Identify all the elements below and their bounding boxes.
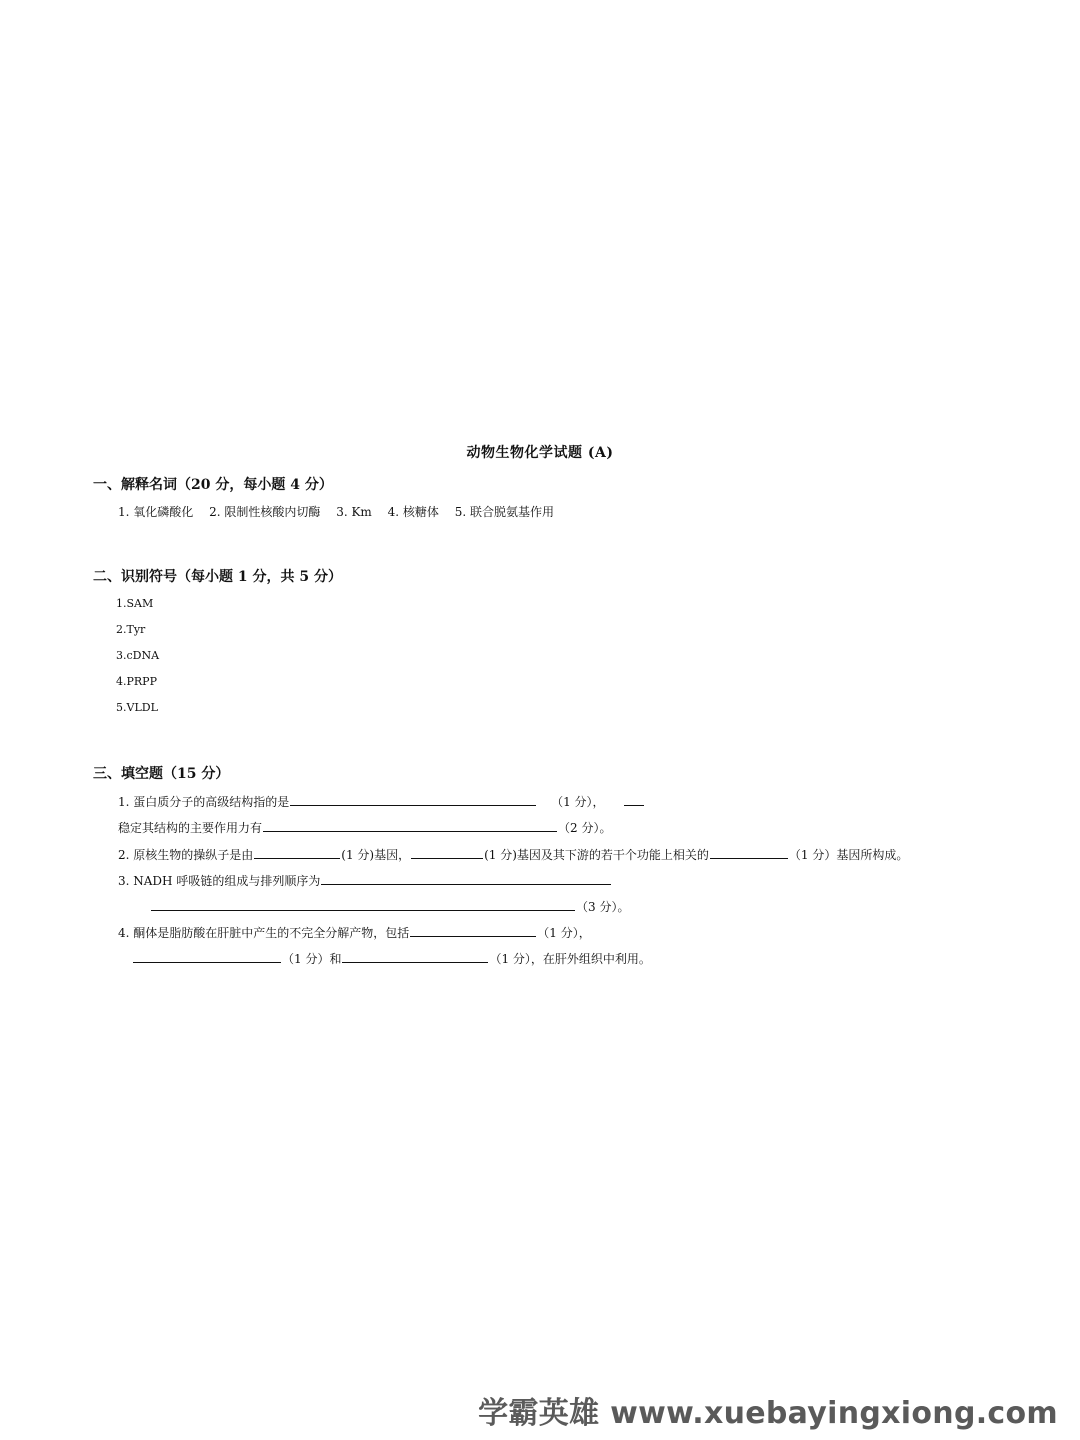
score-text: （2 分）。	[558, 821, 612, 835]
symbol-item: 4.PRPP	[116, 675, 157, 688]
symbol-item: 2.Tyr	[116, 623, 146, 636]
question-2	[118, 845, 908, 863]
score-text: （1 分），	[537, 926, 591, 940]
term-item: 1. 氧化磷酸化	[118, 505, 194, 519]
question-text: 2. 原核生物的操纵子是由	[118, 848, 254, 862]
answer-blank[interactable]	[254, 845, 340, 859]
section1-heading: 一、解释名词（20 分，每小题 4 分）	[93, 477, 333, 493]
terms-list	[118, 503, 566, 520]
answer-blank[interactable]	[321, 871, 611, 885]
question-1-line-1	[118, 792, 645, 810]
answer-blank[interactable]	[410, 923, 536, 937]
answer-blank[interactable]	[342, 949, 488, 963]
answer-blank[interactable]	[411, 845, 483, 859]
question-3-line-2	[150, 897, 629, 915]
symbol-item: 1.SAM	[116, 597, 154, 610]
symbol-item: 3.cDNA	[116, 649, 160, 662]
answer-blank[interactable]	[133, 949, 281, 963]
section3-heading: 三、填空题（15 分）	[93, 766, 230, 782]
score-text: （1 分）基因所构成。	[788, 848, 909, 862]
question-text: 1. 蛋白质分子的高级结构指的是	[118, 795, 290, 809]
score-text: （1 分），	[551, 795, 605, 809]
question-text: 稳定其结构的主要作用力有	[118, 821, 263, 835]
watermark-text: 学霸英雄 www.xuebayingxiong.com	[478, 1396, 1058, 1431]
question-text: 3. NADH 呼吸链的组成与排列顺序为	[118, 874, 321, 888]
term-item: 2. 限制性核酸内切酶	[209, 505, 321, 519]
answer-blank[interactable]	[151, 897, 575, 911]
answer-blank[interactable]	[624, 792, 644, 806]
page-title: 动物生物化学试题 (A)	[466, 445, 614, 461]
question-1-line-2	[118, 818, 611, 836]
answer-blank[interactable]	[290, 792, 536, 806]
section2-heading: 二、识别符号（每小题 1 分，共 5 分）	[93, 569, 342, 585]
question-text: (1 分)基因及其下游的若干个功能上相关的	[484, 848, 709, 862]
answer-blank[interactable]	[710, 845, 788, 859]
answer-blank[interactable]	[263, 818, 557, 832]
score-text: （3 分）。	[576, 900, 630, 914]
term-item: 5. 联合脱氨基作用	[454, 505, 554, 519]
question-text: (1 分)基因，	[341, 848, 411, 862]
question-4-line-1	[118, 923, 591, 941]
term-item: 3. Km	[336, 505, 372, 519]
term-item: 4. 核糖体	[387, 505, 439, 519]
question-4-line-2	[132, 949, 651, 967]
score-text: （1 分），在肝外组织中利用。	[489, 952, 651, 966]
score-text: （1 分）和	[282, 952, 342, 966]
question-text: 4. 酮体是脂肪酸在肝脏中产生的不完全分解产物，包括	[118, 926, 410, 940]
question-3-line-1	[118, 871, 612, 889]
symbol-item: 5.VLDL	[116, 701, 158, 714]
